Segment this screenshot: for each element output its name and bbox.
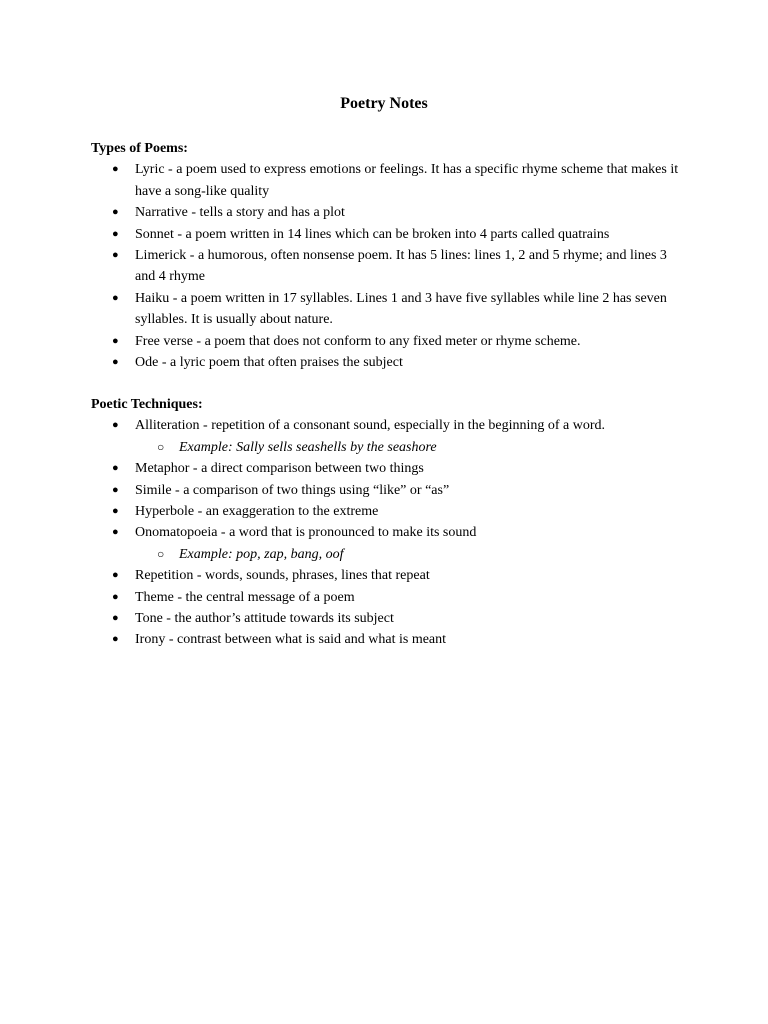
list-item-text: Haiku - a poem written in 17 syllables. Lines 1 and 3 have five syllables while line 2 has seven syllables. It is usually about nature. xyxy=(135,290,667,328)
example-text: Example: Sally sells seashells by the seashore xyxy=(179,439,437,455)
list-item xyxy=(91,522,681,565)
bullet-icon: ● xyxy=(112,633,119,646)
bullet-icon: ● xyxy=(112,483,119,496)
example-list xyxy=(135,544,681,565)
bullet-icon: ● xyxy=(112,526,119,539)
list-item-text: Limerick - a humorous, often nonsense poem. It has 5 lines: lines 1, 2 and 5 rhyme; and lines 3 and 4 rhyme xyxy=(135,248,667,285)
list-item xyxy=(91,608,681,629)
page-title: Poetry Notes xyxy=(340,95,428,112)
list-item-text: Repetition - words, sounds, phrases, lines that repeat xyxy=(135,568,430,584)
list-item-text: Alliteration - repetition of a consonant sound, especially in the beginning of a word. xyxy=(135,418,606,434)
bullet-icon: ● xyxy=(112,227,119,240)
techniques-list xyxy=(91,415,681,650)
example-item xyxy=(135,437,681,458)
list-item-text: Narrative - tells a story and has a plot xyxy=(135,205,345,221)
list-item xyxy=(91,331,681,352)
list-item-text: Sonnet - a poem written in 14 lines which can be broken into 4 parts called quatrains xyxy=(135,226,610,242)
bullet-icon: ● xyxy=(112,612,119,625)
bullet-icon: ● xyxy=(112,462,119,475)
list-item xyxy=(91,245,681,288)
bullet-icon: ● xyxy=(112,419,119,432)
bullet-icon: ● xyxy=(112,249,119,262)
poetic-techniques-section xyxy=(91,394,681,651)
types-list xyxy=(91,159,681,373)
example-list xyxy=(135,437,681,458)
list-item-text: Irony - contrast between what is said and what is meant xyxy=(135,632,447,648)
bullet-icon: ● xyxy=(112,590,119,603)
list-item-text: Free verse - a poem that does not conform to any fixed meter or rhyme scheme. xyxy=(135,333,581,349)
bullet-icon: ● xyxy=(112,569,119,582)
list-item xyxy=(91,159,681,202)
bullet-icon: ● xyxy=(112,163,119,176)
bullet-icon: ● xyxy=(112,334,119,347)
list-item xyxy=(91,202,681,223)
list-item xyxy=(91,415,681,458)
list-item xyxy=(91,224,681,245)
bullet-icon: ● xyxy=(112,206,119,219)
list-item xyxy=(91,352,681,373)
example-text: Example: pop, zap, bang, oof xyxy=(179,546,344,562)
list-item-text: Tone - the author’s attitude towards its subject xyxy=(135,611,394,627)
list-item-text: Hyperbole - an exaggeration to the extreme xyxy=(135,504,379,520)
section-heading: Poetic Techniques: xyxy=(91,397,203,412)
section-heading: Types of Poems: xyxy=(91,141,188,156)
list-item xyxy=(91,501,681,522)
list-item-text: Simile - a comparison of two things using “like” or “as” xyxy=(135,482,450,498)
list-item-text: Theme - the central message of a poem xyxy=(135,589,355,605)
list-item-text: Lyric - a poem used to express emotions or feelings. It has a specific rhyme scheme that makes it have a song-like quality xyxy=(135,162,679,199)
list-item xyxy=(91,480,681,501)
list-item xyxy=(91,288,681,331)
list-item xyxy=(91,629,681,650)
types-of-poems-section xyxy=(91,138,681,373)
bullet-icon: ● xyxy=(112,505,119,518)
hollow-bullet-icon: ○ xyxy=(157,439,165,454)
list-item-text: Metaphor - a direct comparison between two things xyxy=(135,461,424,477)
example-item xyxy=(135,544,681,565)
hollow-bullet-icon: ○ xyxy=(157,546,165,561)
bullet-icon: ● xyxy=(112,356,119,369)
list-item xyxy=(91,565,681,586)
list-item-text: Onomatopoeia - a word that is pronounced to make its sound xyxy=(135,525,477,541)
bullet-icon: ● xyxy=(112,291,119,304)
list-item-text: Ode - a lyric poem that often praises the subject xyxy=(135,355,403,371)
list-item xyxy=(91,458,681,479)
list-item xyxy=(91,587,681,608)
